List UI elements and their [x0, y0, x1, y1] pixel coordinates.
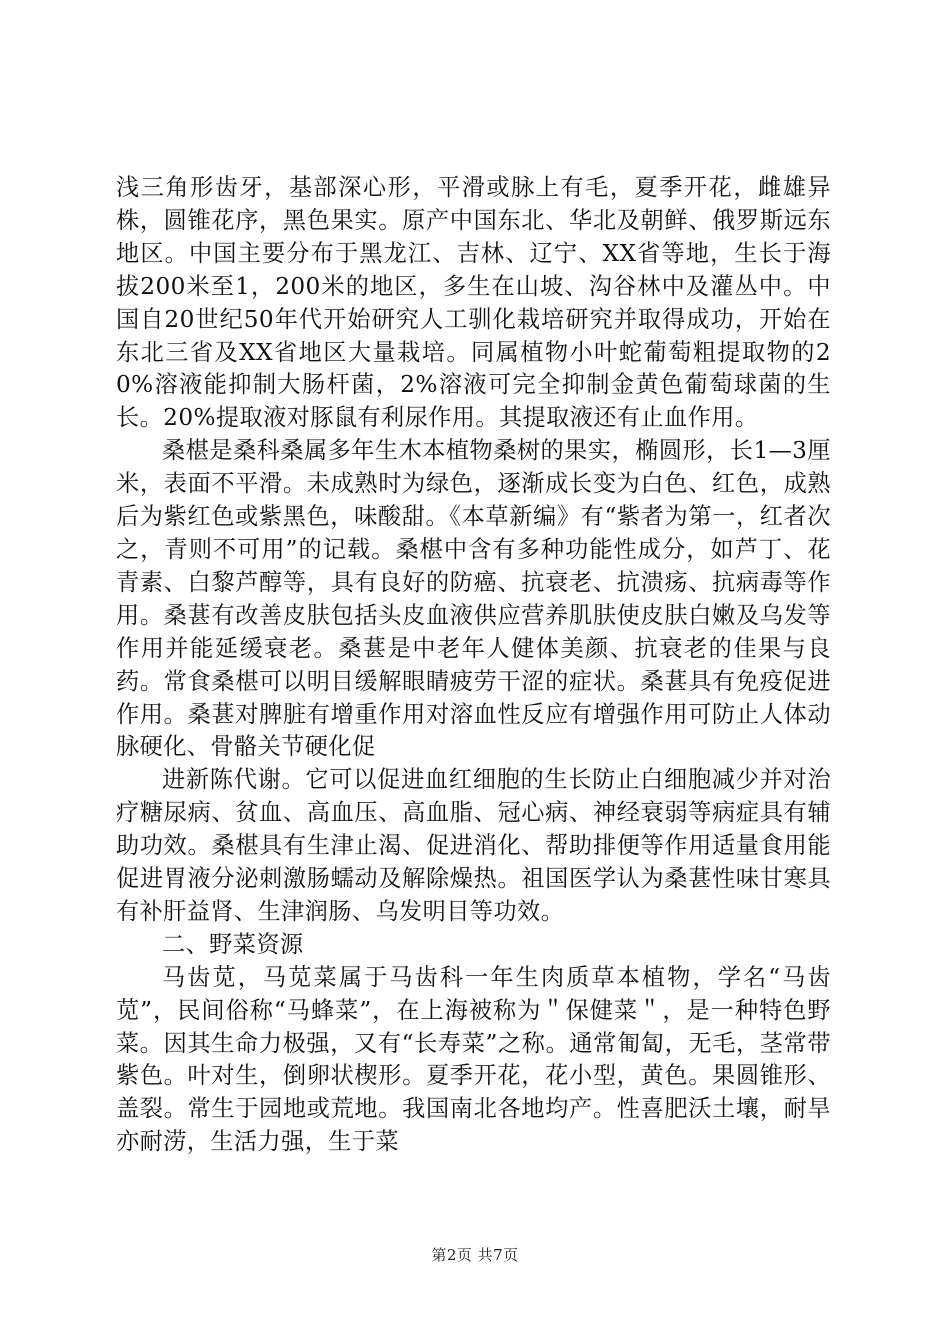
section-heading-wild-vegetables: 二、野菜资源: [162, 930, 304, 958]
paragraph-mulberry: 桑椹是桑科桑属多年生木本植物桑树的果实，椭圆形，长1—3厘米，表面不平滑。未成熟时为绿色，逐渐成长变为白色、红色，成熟后为紫红色或紫黑色，味酸甜。《本草新编》有“紫者为第一，红者次之，青则不可用”的记载。桑椹中含有多种功能性成分，如芦丁、花青素、白黎芦醇等，具有良好的防癌、抗衰老、抗溃疡、抗病毒等作用。桑葚有改善皮肤包括头皮血液供应营养肌肤使皮肤白嫩及乌发等作用并能延缓衰老。桑葚是中老年人健体美颜、抗衰老的佳果与良药。常食桑椹可以明目缓解眼睛疲劳干涩的症状。桑葚具有免疫促进作用。桑葚对脾脏有增重作用对溶血性反应有增强作用可防止人体动脉硬化、骨骼关节硬化促: [116, 437, 831, 761]
document-body: [116, 172, 831, 1159]
paragraph-purslane: 马齿苋，马苋菜属于马齿科一年生肉质草本植物，学名“马齿苋”，民间俗称“马蜂菜”，在上海被称为＂保健菜＂，是一种特色野菜。因其生命力极强，又有“长寿菜”之称。通常匍匐，无毛，茎常带紫色。叶对生，倒卵状楔形。夏季开花，花小型，黄色。果圆锥形、盖裂。常生于园地或荒地。我国南北各地均产。性喜肥沃土壤，耐旱亦耐涝，生活力强，生于菜: [116, 963, 831, 1156]
page-footer: 第2页 共7页: [431, 1246, 519, 1264]
paragraph-mulberry-continued: 进新陈代谢。它可以促进血红细胞的生长防止白细胞减少并对治疗糖尿病、贫血、高血压、高血脂、冠心病、神经衰弱等病症具有辅助功效。桑椹具有生津止渴、促进消化、帮助排便等作用适量食用能促进胃液分泌刺激肠蠕动及解除燥热。祖国医学认为桑葚性味甘寒具有补肝益肾、生津润肠、乌发明目等功效。: [116, 766, 831, 925]
paragraph-continued-plant-description: 浅三角形齿牙，基部深心形，平滑或脉上有毛，夏季开花，雌雄异株，圆锥花序，黑色果实。原产中国东北、华北及朝鲜、俄罗斯远东地区。中国主要分布于黑龙江、吉林、辽宁、XX省等地，生长于海拔200米至1，200米的地区，多生在山坡、沟谷林中及灌丛中。中国自20世纪50年代开始研究人工驯化栽培研究并取得成功，开始在东北三省及XX省地区大量栽培。同属植物小叶蛇葡萄粗提取物的20%溶液能抑制大肠杆菌，2%溶液可完全抑制金黄色葡萄球菌的生长。20%提取液对豚鼠有利尿作用。其提取液还有止血作用。: [116, 174, 831, 432]
